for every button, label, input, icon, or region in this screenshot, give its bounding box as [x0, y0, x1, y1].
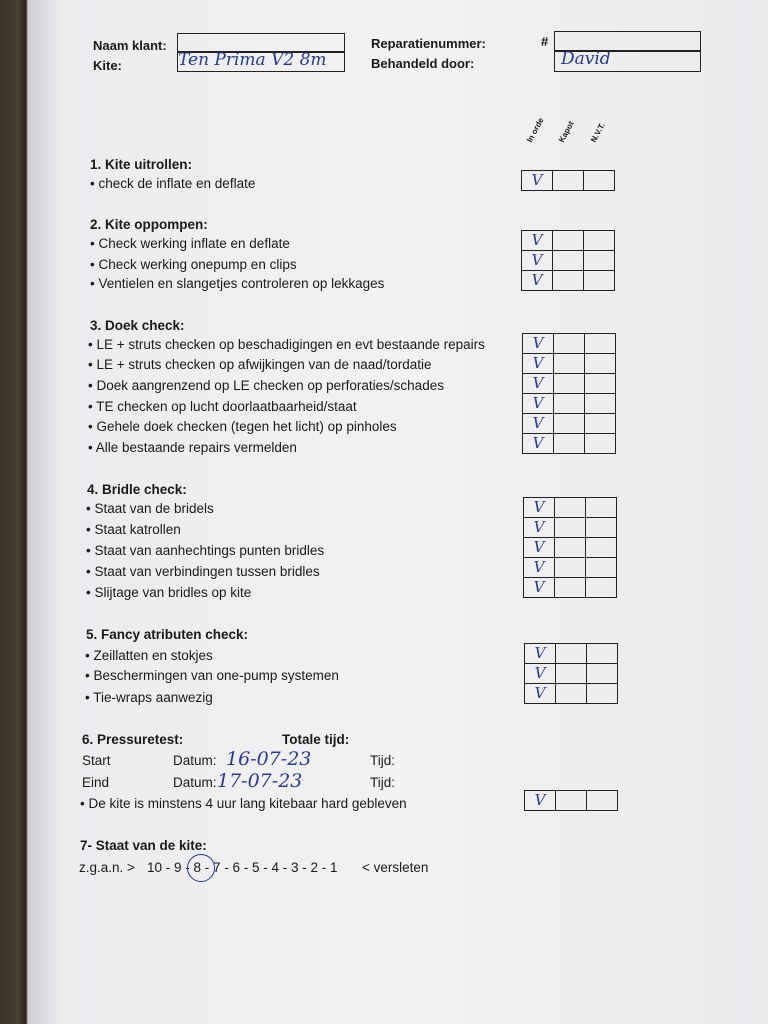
check-cell[interactable]: [556, 664, 587, 684]
check-mark[interactable]: V: [523, 354, 554, 374]
section-4-title: 4. Bridle check:: [87, 482, 187, 497]
check-mark[interactable]: V: [523, 374, 554, 394]
check-mark[interactable]: V: [525, 664, 556, 684]
check-cell[interactable]: [585, 414, 616, 434]
check-cell[interactable]: [554, 414, 585, 434]
check-cell[interactable]: [553, 271, 584, 291]
hash-label: #: [541, 34, 549, 49]
section-1-item: • check de inflate en deflate: [90, 176, 256, 191]
check-cell[interactable]: [554, 334, 585, 354]
pressure-title: 6. Pressuretest:: [82, 732, 184, 747]
check-cell[interactable]: [554, 434, 585, 454]
check-cell[interactable]: [587, 644, 618, 664]
section-3-item: • Alle bestaande repairs vermelden: [88, 440, 297, 455]
end-date-value: 17-07-23: [217, 770, 303, 792]
start-date-label: Datum:: [173, 753, 217, 768]
repair-number-label: Reparatienummer:: [371, 36, 486, 51]
check-cell[interactable]: [555, 578, 586, 598]
check-cell[interactable]: [585, 354, 616, 374]
handled-by-label: Behandeld door:: [371, 56, 475, 71]
section-1-grid: [521, 170, 615, 191]
section-4-item: • Slijtage van bridles op kite: [86, 585, 252, 600]
check-cell[interactable]: [556, 684, 587, 704]
start-time-label: Tijd:: [370, 753, 396, 768]
section-4-grid: [523, 497, 617, 598]
check-mark[interactable]: V: [522, 171, 553, 191]
check-mark[interactable]: V: [523, 394, 554, 414]
condition-scale: 10 - 9 - 8 - 7 - 6 - 5 - 4 - 3 - 2 - 1: [147, 860, 338, 875]
col-kapot: Kapot: [557, 119, 576, 144]
section-3-item: • Gehele doek checken (tegen het licht) op pinholes: [88, 419, 397, 434]
check-mark[interactable]: V: [524, 558, 555, 578]
check-mark[interactable]: V: [523, 434, 554, 454]
check-cell[interactable]: [554, 394, 585, 414]
kite-value: Ten Prima V2 8m: [178, 50, 327, 70]
section-2-item: • Check werking inflate en deflate: [90, 236, 290, 251]
section-4-item: • Staat katrollen: [86, 522, 181, 537]
section-5-title: 5. Fancy atributen check:: [86, 627, 249, 642]
check-cell[interactable]: [554, 354, 585, 374]
section-2-grid: [521, 230, 615, 291]
check-cell[interactable]: [585, 394, 616, 414]
check-cell[interactable]: [553, 171, 584, 191]
check-mark[interactable]: V: [523, 414, 554, 434]
section-5-item: • Zeillatten en stokjes: [85, 648, 213, 663]
check-cell[interactable]: [555, 538, 586, 558]
check-cell[interactable]: [553, 251, 584, 271]
check-cell[interactable]: [587, 684, 618, 704]
check-mark[interactable]: V: [525, 684, 556, 704]
check-cell[interactable]: [584, 231, 615, 251]
customer-label: Naam klant:: [93, 38, 167, 53]
check-cell[interactable]: [585, 374, 616, 394]
section-4-item: • Staat van aanhechtings punten bridles: [86, 543, 325, 558]
check-cell[interactable]: [555, 558, 586, 578]
pressure-grid: [524, 790, 618, 811]
condition-left-label: z.g.a.n. >: [79, 860, 135, 875]
col-in-orde: In orde: [525, 116, 546, 144]
section-3-grid: [522, 333, 616, 454]
check-cell[interactable]: [555, 518, 586, 538]
check-mark[interactable]: V: [524, 578, 555, 598]
check-mark[interactable]: V: [523, 334, 554, 354]
check-mark[interactable]: V: [522, 231, 553, 251]
section-3-item: • LE + struts checken op afwijkingen van de naad/tordatie: [88, 357, 432, 372]
col-nvt: N.V.T.: [589, 121, 607, 144]
check-mark[interactable]: V: [525, 791, 556, 811]
check-mark[interactable]: V: [525, 644, 556, 664]
check-cell[interactable]: [586, 538, 617, 558]
check-cell[interactable]: [554, 374, 585, 394]
condition-right-label: < versleten: [362, 860, 429, 875]
condition-title: 7- Staat van de kite:: [80, 838, 207, 853]
end-time-label: Tijd:: [370, 775, 396, 790]
check-cell[interactable]: [584, 171, 615, 191]
section-3-title: 3. Doek check:: [90, 318, 185, 333]
check-cell[interactable]: [586, 498, 617, 518]
check-cell[interactable]: [555, 498, 586, 518]
section-4-item: • Staat van verbindingen tussen bridles: [86, 564, 320, 579]
section-5-item: • Tie-wraps aanwezig: [85, 690, 213, 705]
checklist-sheet: [28, 0, 768, 1024]
section-2-title: 2. Kite oppompen:: [90, 217, 208, 232]
end-date-label: Datum:: [173, 775, 217, 790]
section-5-item: • Beschermingen van one-pump systemen: [85, 668, 339, 683]
check-cell[interactable]: [584, 251, 615, 271]
section-3-item: • Doek aangrenzend op LE checken op perforaties/schades: [88, 378, 444, 393]
total-time-label: Totale tijd:: [282, 732, 350, 747]
section-2-item: • Check werking onepump en clips: [90, 257, 297, 272]
check-cell[interactable]: [553, 231, 584, 251]
pressure-item: • De kite is minstens 4 uur lang kitebaar hard gebleven: [80, 796, 407, 811]
check-cell[interactable]: [587, 664, 618, 684]
handled-by-value: David: [561, 49, 611, 69]
check-cell[interactable]: [586, 578, 617, 598]
selected-score-circle: [187, 854, 215, 882]
check-cell[interactable]: [585, 434, 616, 454]
check-mark[interactable]: V: [522, 251, 553, 271]
check-mark[interactable]: V: [524, 518, 555, 538]
check-cell[interactable]: [586, 518, 617, 538]
section-2-item: • Ventielen en slangetjes controleren op lekkages: [90, 276, 385, 291]
start-date-value: 16-07-23: [226, 748, 312, 770]
start-label: Start: [82, 753, 111, 768]
check-mark[interactable]: V: [524, 498, 555, 518]
section-5-grid: [524, 643, 618, 704]
check-mark[interactable]: V: [522, 271, 553, 291]
section-3-item: • LE + struts checken op beschadigingen en evt bestaande repairs: [88, 337, 485, 352]
check-cell[interactable]: [587, 791, 618, 811]
section-4-item: • Staat van de bridels: [86, 501, 214, 516]
section-1-title: 1. Kite uitrollen:: [90, 157, 193, 172]
kite-label: Kite:: [93, 58, 122, 73]
check-mark[interactable]: V: [524, 538, 555, 558]
check-cell[interactable]: [556, 791, 587, 811]
check-cell[interactable]: [584, 271, 615, 291]
check-cell[interactable]: [586, 558, 617, 578]
check-cell[interactable]: [585, 334, 616, 354]
section-3-item: • TE checken op lucht doorlaatbaarheid/staat: [88, 399, 357, 414]
check-cell[interactable]: [556, 644, 587, 664]
end-label: Eind: [82, 775, 110, 790]
